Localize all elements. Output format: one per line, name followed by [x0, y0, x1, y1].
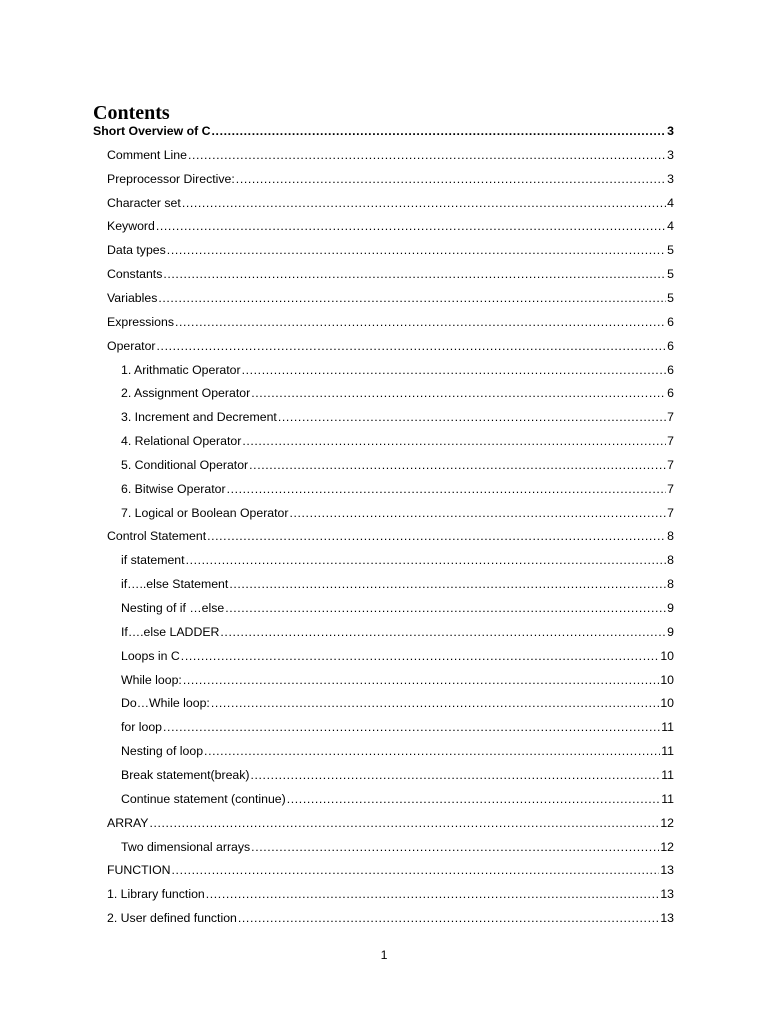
dot-leader: [167, 241, 666, 259]
page-number: 1: [380, 948, 388, 962]
toc-entry-page-number: 7: [667, 505, 674, 520]
toc-entry-label: 7. Logical or Boolean Operator: [121, 505, 289, 520]
dot-leader: [287, 790, 660, 808]
toc-entry[interactable]: [107, 527, 674, 545]
toc-entry-page-number: 10: [660, 672, 674, 687]
dot-leader: [238, 909, 659, 927]
toc-entry-label: 2. User defined function: [107, 911, 237, 926]
toc-entry[interactable]: [121, 456, 674, 474]
dot-leader: [251, 384, 666, 402]
toc-entry-label: 5. Conditional Operator: [121, 457, 249, 472]
toc-entry-label: Keyword: [107, 219, 155, 234]
dot-leader: [175, 313, 666, 331]
toc-entry-page-number: 11: [661, 720, 674, 735]
toc-entry[interactable]: [107, 861, 674, 879]
toc-entry-page-number: 7: [667, 434, 674, 449]
toc-entry[interactable]: [121, 718, 674, 736]
toc-entry-label: if statement: [121, 553, 185, 568]
dot-leader: [182, 194, 666, 212]
toc-entry-page-number: 7: [667, 481, 674, 496]
toc-entry-page-number: 13: [660, 911, 674, 926]
toc-entry[interactable]: [121, 790, 674, 808]
toc-entry-page-number: 3: [667, 124, 674, 138]
toc-entry-page-number: 8: [667, 577, 674, 592]
toc-entry[interactable]: [121, 599, 674, 617]
toc-entry-label: FUNCTION: [107, 863, 171, 878]
dot-leader: [211, 694, 659, 712]
toc-entry-label: for loop: [121, 720, 163, 735]
dot-leader: [206, 885, 660, 903]
dot-leader: [278, 408, 666, 426]
toc-entry-label: Variables: [107, 290, 158, 305]
dot-leader: [188, 146, 666, 164]
toc-entry[interactable]: [121, 647, 674, 665]
toc-entry[interactable]: [121, 408, 674, 426]
toc-entry-label: 1. Arithmatic Operator: [121, 362, 241, 377]
toc-entry-page-number: 11: [661, 767, 674, 782]
toc-entry[interactable]: [121, 575, 674, 593]
toc-entry-page-number: 6: [667, 338, 674, 353]
toc-entry-page-number: 13: [660, 863, 674, 878]
toc-entry-page-number: 12: [660, 839, 674, 854]
toc-entry-label: Two dimensional arrays: [121, 839, 251, 854]
dot-leader: [242, 432, 666, 450]
toc-entry[interactable]: [121, 361, 674, 379]
toc-entry[interactable]: [107, 265, 674, 283]
dot-leader: [236, 170, 666, 188]
toc-entry-page-number: 9: [667, 601, 674, 615]
toc-entry[interactable]: [121, 766, 674, 784]
toc-entry[interactable]: [107, 241, 674, 259]
toc-entry-page-number: 5: [667, 290, 674, 305]
dot-leader: [225, 599, 666, 617]
toc-entry[interactable]: [121, 432, 674, 450]
toc-entry-page-number: 3: [667, 171, 674, 186]
dot-leader: [158, 289, 666, 307]
toc-entry-page-number: 3: [667, 147, 674, 162]
toc-entry[interactable]: [121, 551, 674, 569]
dot-leader: [220, 623, 666, 641]
dot-leader: [156, 217, 666, 235]
page-title: Contents: [93, 102, 170, 124]
toc-entry-page-number: 4: [667, 195, 674, 210]
toc-entry-page-number: 10: [660, 648, 674, 663]
toc-entry-label: Continue statement (continue): [121, 791, 286, 806]
toc-entry-label: Data types: [107, 243, 166, 258]
dot-leader: [251, 766, 661, 784]
dot-leader: [289, 504, 666, 522]
toc-entry-page-number: 5: [667, 243, 674, 258]
toc-entry-label: 3. Increment and Decrement: [121, 410, 277, 425]
toc-entry-label: ARRAY: [107, 815, 149, 830]
toc-entry[interactable]: [107, 313, 674, 331]
toc-entry[interactable]: [121, 384, 674, 402]
dot-leader: [163, 718, 660, 736]
toc-entry[interactable]: [121, 838, 674, 856]
dot-leader: [242, 361, 667, 379]
dot-leader: [204, 742, 660, 760]
toc-entry-label: 4. Relational Operator: [121, 434, 242, 449]
toc-entry[interactable]: [121, 694, 674, 712]
toc-entry-label: 6. Bitwise Operator: [121, 481, 226, 496]
toc-entry[interactable]: [107, 909, 674, 927]
dot-leader: [212, 122, 667, 140]
toc-entry-label: While loop:: [121, 672, 182, 687]
toc-entry-label: If….else LADDER: [121, 624, 220, 639]
toc-entry-label: Comment Line: [107, 147, 187, 162]
toc-entry-label: Do…While loop:: [121, 696, 210, 711]
toc-entry-label: Nesting of loop: [121, 744, 204, 759]
toc-entry[interactable]: [93, 122, 674, 140]
dot-leader: [249, 456, 666, 474]
toc-entry-label: Operator: [107, 338, 156, 353]
toc-entry-page-number: 6: [667, 314, 674, 329]
toc-entry-page-number: 11: [661, 791, 674, 806]
dot-leader: [172, 861, 660, 879]
toc-entry-page-number: 5: [667, 267, 674, 282]
toc-entry-label: Loops in C: [121, 648, 180, 663]
toc-entry-label: Break statement(break): [121, 767, 250, 782]
dot-leader: [251, 838, 659, 856]
toc-entry-page-number: 8: [667, 553, 674, 568]
toc-entry-label: Constants: [107, 267, 163, 282]
dot-leader: [183, 671, 659, 689]
dot-leader: [229, 575, 666, 593]
toc-entry[interactable]: [121, 742, 674, 760]
toc-entry-page-number: 7: [667, 457, 674, 472]
toc-entry-label: Short Overview of C: [93, 124, 211, 138]
toc-entry[interactable]: [121, 480, 674, 498]
toc-entry-page-number: 8: [667, 529, 674, 544]
toc-entry[interactable]: [107, 814, 674, 832]
toc-entry-page-number: 4: [667, 219, 674, 234]
toc-entry-label: Character set: [107, 195, 181, 210]
toc-entry-page-number: 10: [660, 696, 674, 711]
toc-entry[interactable]: [107, 170, 674, 188]
dot-leader: [207, 527, 666, 545]
dot-leader: [163, 265, 666, 283]
toc-entry-label: Control Statement: [107, 529, 207, 544]
toc-entry[interactable]: [107, 217, 674, 235]
toc-entry-label: Preprocessor Directive:: [107, 171, 235, 186]
toc-entry-page-number: 12: [660, 815, 674, 830]
dot-leader: [186, 551, 667, 569]
toc-entry[interactable]: [107, 194, 674, 212]
toc-entry-label: Nesting of if …else: [121, 601, 225, 615]
toc-entry-label: if…..else Statement: [121, 577, 229, 592]
toc-entry[interactable]: [107, 337, 674, 355]
toc-entry[interactable]: [107, 289, 674, 307]
toc-entry-label: 1. Library function: [107, 887, 205, 902]
toc-entry-page-number: 6: [667, 386, 674, 401]
toc-entry-page-number: 6: [667, 362, 674, 377]
toc-entry[interactable]: [121, 504, 674, 522]
toc-entry[interactable]: [107, 146, 674, 164]
toc-entry-label: Expressions: [107, 314, 174, 329]
toc-entry-page-number: 11: [661, 744, 674, 759]
toc-entry-label: 2. Assignment Operator: [121, 386, 251, 401]
dot-leader: [181, 647, 660, 665]
toc-entry[interactable]: [121, 623, 674, 641]
dot-leader: [157, 337, 667, 355]
toc-entry-page-number: 13: [660, 887, 674, 902]
toc-entry[interactable]: [107, 885, 674, 903]
toc-entry-page-number: 9: [667, 624, 674, 639]
toc-entry[interactable]: [121, 671, 674, 689]
dot-leader: [227, 480, 667, 498]
dot-leader: [149, 814, 659, 832]
toc-entry-page-number: 7: [667, 410, 674, 425]
